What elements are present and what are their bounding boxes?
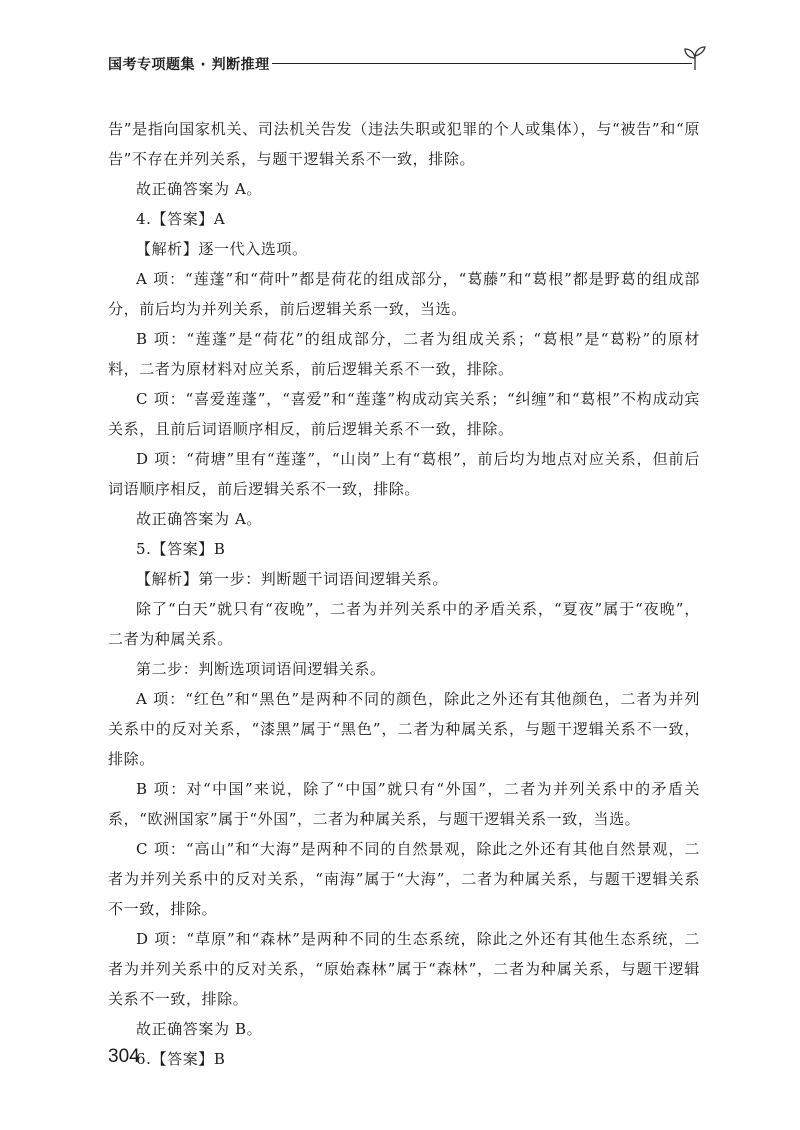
- running-header-title: 国考专项题集 · 判断推理: [108, 57, 270, 73]
- running-header: [108, 50, 712, 80]
- option-analysis: B 项：对“中国”来说，除了“中国”就只有“外国”，二者为并列关系中的矛盾关系，“欧洲国家”属于“外国”，二者为种属关系，与题干逻辑关系一致，当选。: [108, 780, 700, 828]
- paragraph: 除了“白天”就只有“夜晚”，二者为并列关系中的矛盾关系，“夏夜”属于“夜晚”，二者为种属关系。: [108, 600, 700, 648]
- analysis-heading: 【解析】逐一代入选项。: [136, 240, 308, 258]
- header-rule: [272, 63, 692, 64]
- analysis-heading: 【解析】第一步：判断题干词语间逻辑关系。: [136, 570, 449, 588]
- answer-explanations: [108, 114, 700, 1074]
- option-analysis: A 项：“红色”和“黑色”是两种不同的颜色，除此之外还有其他颜色，二者为并列关系中的反对关系，“漆黑”属于“黑色”，二者为种属关系，与题干逻辑关系不一致，排除。: [108, 690, 700, 768]
- answer-heading: 5.【答案】B: [136, 540, 226, 558]
- option-analysis: D 项：“草原”和“森林”是两种不同的生态系统，除此之外还有其他生态系统，二者为并列关系中的反对关系，“原始森林”属于“森林”，二者为种属关系，与题干逻辑关系不一致，排除。: [108, 930, 700, 1008]
- option-analysis: C 项：“高山”和“大海”是两种不同的自然景观，除此之外还有其他自然景观，二者为并列关系中的反对关系，“南海”属于“大海”，二者为种属关系，与题干逻辑关系不一致，排除。: [108, 840, 700, 918]
- step-heading: 第二步：判断选项词语间逻辑关系。: [136, 660, 386, 678]
- option-analysis: D 项：“荷塘”里有“莲蓬”，“山岗”上有“葛根”，前后均为地点对应关系，但前后词语顺序相反，前后逻辑关系不一致，排除。: [108, 450, 700, 498]
- option-analysis: A 项：“莲蓬”和“荷叶”都是荷花的组成部分，“葛藤”和“葛根”都是野葛的组成部分，前后均为并列关系，前后逻辑关系一致，当选。: [108, 270, 700, 318]
- option-analysis: C 项：“喜爱莲蓬”，“喜爱”和“莲蓬”构成动宾关系；“纠缠”和“葛根”不构成动宾关系，且前后词语顺序相反，前后逻辑关系不一致，排除。: [108, 390, 700, 438]
- answer-conclusion: 故正确答案为 A。: [136, 510, 263, 528]
- option-analysis: B 项：“莲蓬”是“荷花”的组成部分，二者为组成关系；“葛根”是“葛粉”的原材料，二者为原材料对应关系，前后逻辑关系不一致，排除。: [108, 330, 700, 378]
- answer-conclusion: 故正确答案为 B。: [136, 1020, 263, 1038]
- answer-conclusion: 故正确答案为 A。: [136, 180, 263, 198]
- answer-heading: 4.【答案】A: [136, 210, 226, 228]
- paragraph: 告”是指向国家机关、司法机关告发（违法失职或犯罪的个人或集体），与“被告”和“原告”不存在并列关系，与题干逻辑关系不一致，排除。: [108, 120, 700, 168]
- sprout-icon: [680, 46, 710, 72]
- answer-heading: 6.【答案】B: [136, 1050, 226, 1068]
- page-number: 304: [108, 1046, 140, 1067]
